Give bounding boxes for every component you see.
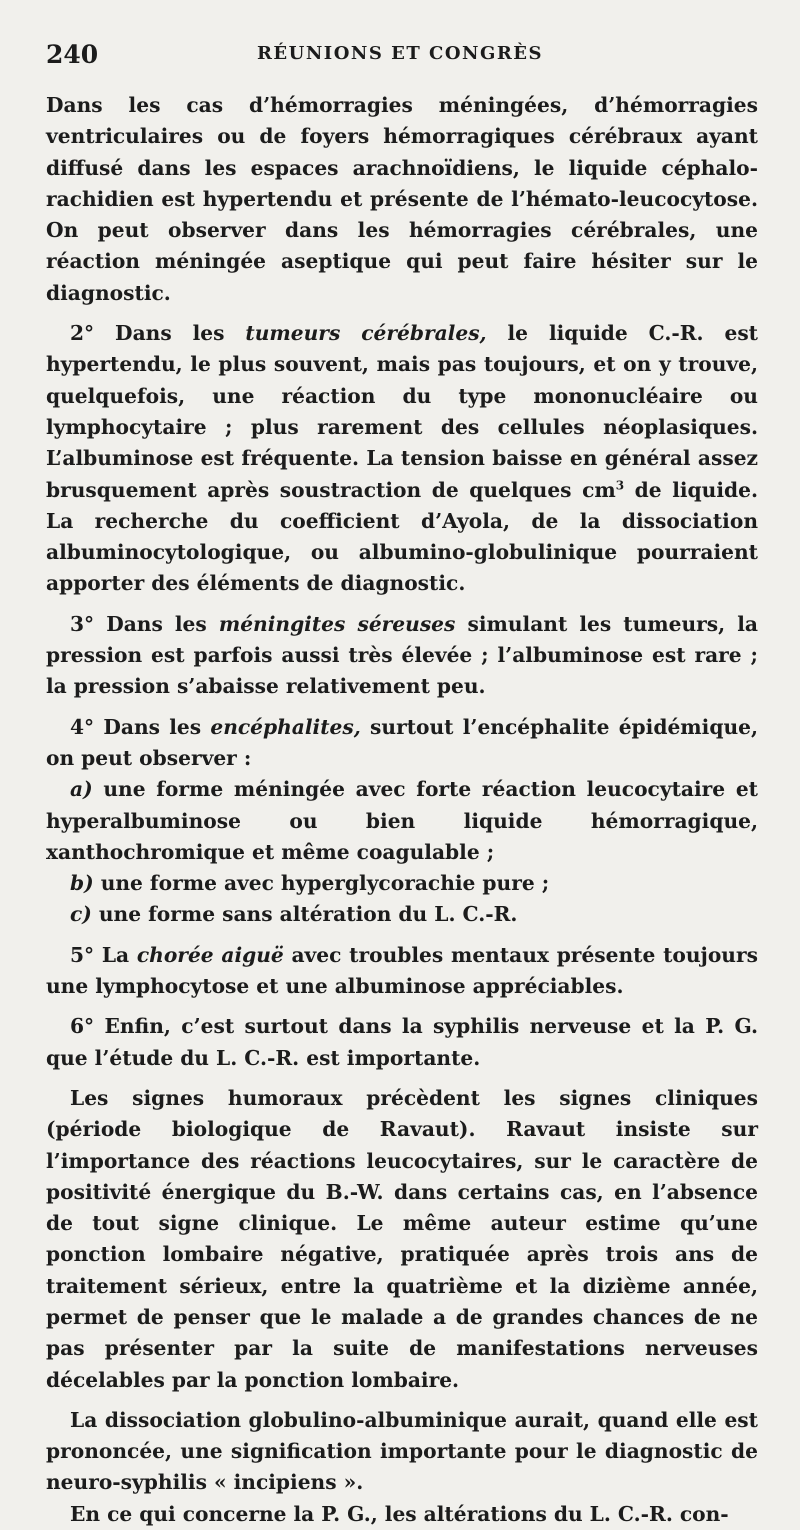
item-a-label: a): [70, 777, 93, 802]
paragraph-dissociation: La dissociation globulino-albuminique aurait, quand elle est prononcée, une signification importante pour le diagnostic de neuro-syphilis « incipiens ».: [46, 1407, 758, 1495]
item-b-text: une forme avec hyperglycorachie pure ;: [93, 871, 550, 896]
paragraph-syphilis: 6° Enfin, c’est surtout dans la syphilis nerveuse et la P. G. que l’étude du L. C.-R. est importante.: [46, 1014, 758, 1070]
choree-term: chorée aiguë: [136, 942, 284, 967]
meningites-lead: 3° Dans les: [70, 611, 219, 636]
meningites-text: simulant les tumeurs, la pression est parfois aussi très élevée ; l’albuminose est rare ; la pression s’abaisse relativement peu.: [46, 611, 759, 699]
cubic-superscript: 3: [615, 477, 625, 492]
meningites-term: méningites séreuses: [218, 611, 456, 636]
paragraph-meningites: [46, 609, 758, 703]
paragraph-choree: [46, 940, 758, 1003]
tumeurs-text-a: le liquide C.-R. est hypertendu, le plus souvent, mais pas toujours, et on y trouve, quelquefois, une réaction du type mononucléaire ou lymphocytaire ; plus rarement des cellules néoplasiques. L’albuminose est fréquente. La tension baisse en général assez brusquement après soustraction de quelques cm: [46, 321, 759, 502]
item-c-text: une forme sans altération du L. C.-R.: [91, 902, 518, 927]
tumeurs-term: tumeurs cérébrales,: [245, 321, 487, 346]
tumeurs-text-b: de liquide. La recherche du coefficient d’Ayola, de la dissociation albuminocytologique, ou albumino-globulinique pourraient apporter des éléments de diagnostic.: [46, 477, 758, 596]
encephalites-term: encéphalites,: [210, 714, 361, 739]
page-header: [46, 40, 754, 80]
list-item-a: [46, 774, 758, 868]
choree-text: avec troubles mentaux présente toujours une lymphocytose et une albuminose appréciables.: [46, 942, 758, 999]
list-item-c: [46, 899, 758, 930]
paragraph-tumeurs: [46, 318, 758, 600]
item-c-label: c): [70, 902, 92, 927]
page-body: [46, 90, 758, 1530]
paragraph-signes-humoraux: Les signes humoraux précèdent les signes cliniques (période biologique de Ravaut). Ravaut insiste sur l’importance des réactions leucocytaires, sur le caractère de positivité énergique du B.-W. dans certains cas, en l’absence de tout signe clinique. Le même auteur estime qu’une ponction lombaire négative, pratiquée après trois ans de traitement sérieux, entre la quatrième et la dizième année, permet de penser que le malade a de grandes chances de ne pas présenter par la suite de manifestations nerveuses décelables par la ponction lombaire.: [46, 1085, 758, 1392]
paragraph-encephalites: [46, 712, 758, 775]
choree-lead: 5° La: [70, 942, 137, 967]
page-number: 240: [46, 40, 99, 69]
item-b-label: b): [70, 871, 94, 896]
paragraph-hemorrhages: Dans les cas d’hémorragies méningées, d’hémorragies ventriculaires ou de foyers hémorragiques cérébraux ayant diffusé dans les espaces arachnoïdiens, le liquide céphalo-rachidien est hypertendu et présente de l’hémato-leucocytose. On peut observer dans les hémorragies cérébrales, une réaction méningée aseptique qui peut faire hésiter sur le diagnostic.: [46, 93, 758, 305]
paragraph-pg: En ce qui concerne la P. G., les altérations du L. C.-R. con-: [70, 1501, 729, 1526]
running-title: RÉUNIONS ET CONGRÈS: [256, 43, 544, 64]
list-item-b: [46, 868, 758, 899]
tumeurs-lead: 2° Dans les: [70, 321, 246, 346]
encephalites-text: surtout l’encéphalite épidémique, on peut observer :: [46, 714, 758, 770]
encephalites-lead: 4° Dans les: [70, 714, 211, 739]
item-a-text: une forme méningée avec forte réaction leucocytaire et hyperalbuminose ou bien liquide hémorragique, xanthochromique et même coagulable ;: [46, 777, 758, 864]
